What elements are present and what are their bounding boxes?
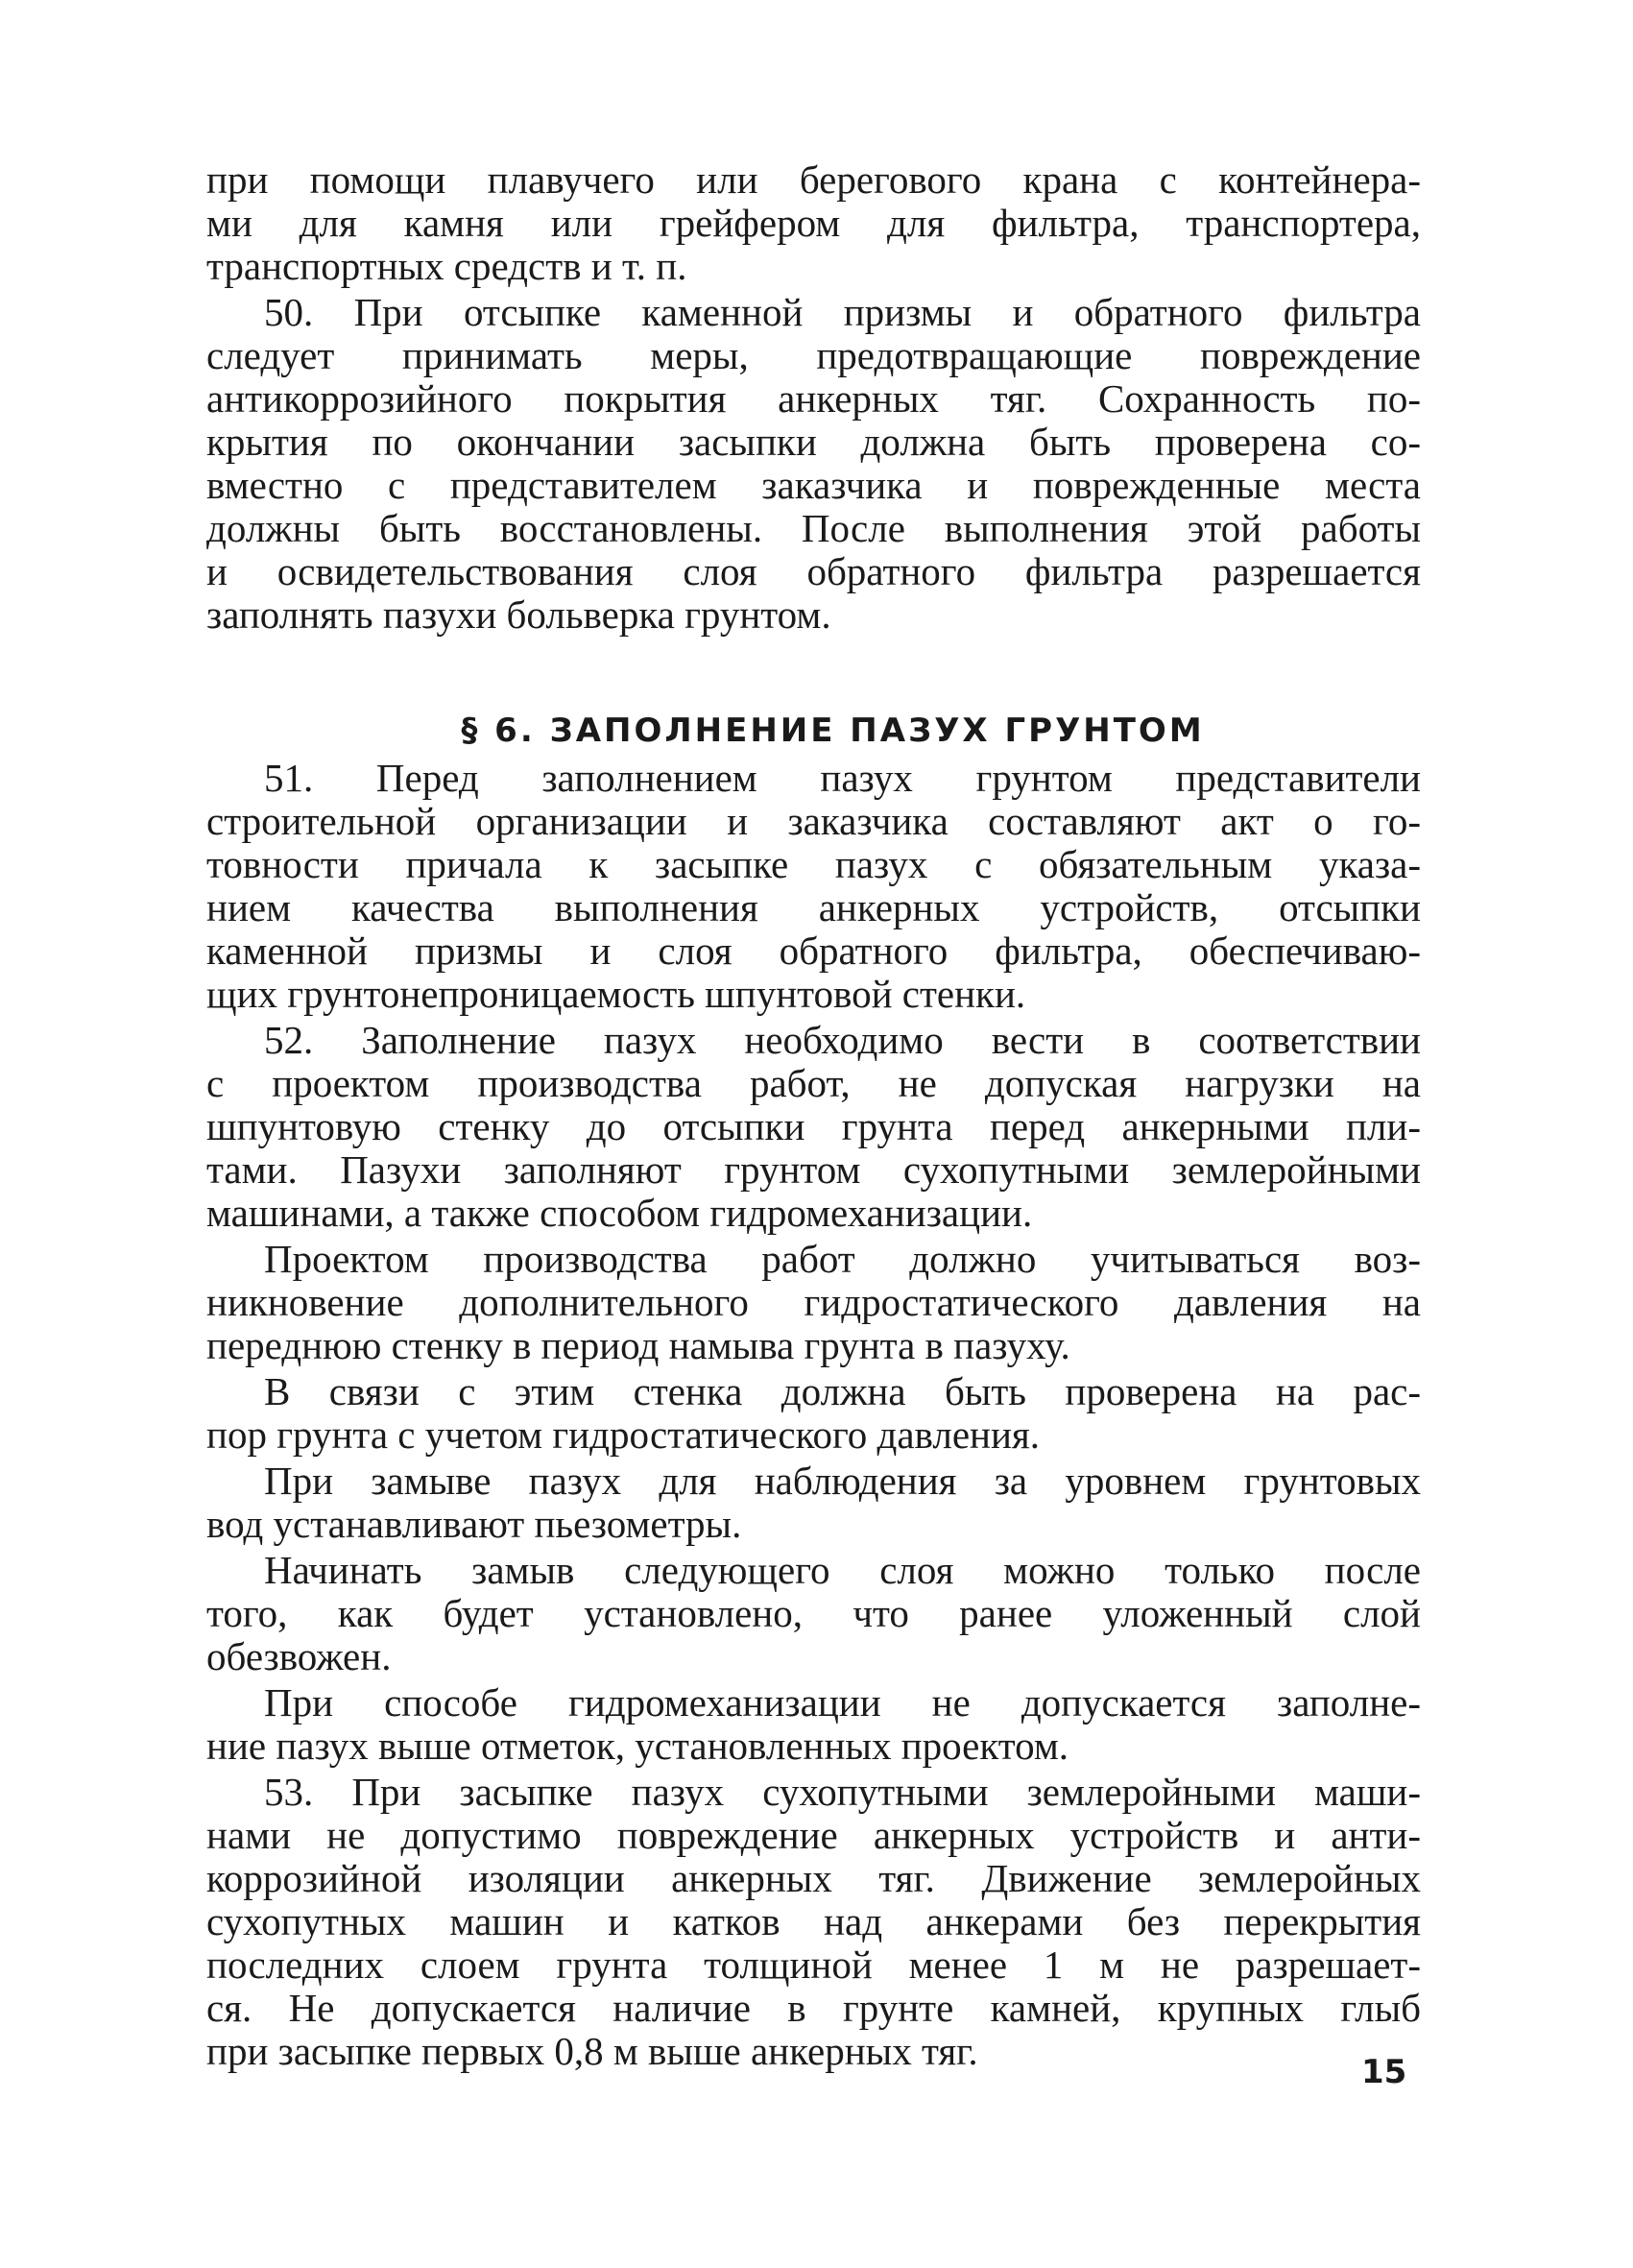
text-line: шпунтовую стенку до отсыпки грунта перед анкерными пли- (206, 1104, 1421, 1148)
text-line: следует принимать меры, предотвращающие повреждение (206, 333, 1421, 377)
text-line: никновение дополнительного гидростатического давления на (206, 1280, 1421, 1324)
text-line: ми для камня или грейфером для фильтра, транспортера, (206, 201, 1421, 245)
paragraph-50 (206, 291, 1421, 637)
text-line: антикоррозийного покрытия анкерных тяг. Сохранность по- (206, 376, 1421, 421)
text-line: нием качества выполнения анкерных устройств, отсыпки (206, 885, 1421, 929)
text-line: переднюю стенку в период намыва грунта в пазуху. (206, 1323, 1070, 1367)
text-line: При замыве пазух для наблюдения за уровнем грунтовых (264, 1459, 1421, 1503)
text-line: 51. Перед заполнением пазух грунтом представители (264, 756, 1421, 800)
text-line: 50. При отсыпке каменной призмы и обратного фильтра (264, 290, 1421, 334)
text-line: щих грунтонепроницаемость шпунтовой стенки. (206, 972, 1026, 1016)
paragraph-project (206, 1238, 1421, 1367)
text-line: 52. Заполнение пазух необходимо вести в соответствии (264, 1018, 1421, 1062)
text-line: пор грунта с учетом гидростатического давления. (206, 1412, 1041, 1457)
text-line: При способе гидромеханизации не допускается заполне- (264, 1680, 1421, 1725)
text-line: тами. Пазухи заполняют грунтом сухопутными землеройными (206, 1147, 1421, 1192)
text-line: машинами, а также способом гидромеханизации. (206, 1191, 1033, 1235)
paragraph-51 (206, 757, 1421, 1016)
text-line: вод устанавливают пьезометры. (206, 1502, 742, 1546)
page-number: 15 (1361, 2053, 1407, 2091)
paragraph-piezometers (206, 1460, 1421, 1546)
text-line: каменной призмы и слоя обратного фильтра, обеспечиваю- (206, 929, 1421, 973)
text-line: строительной организации и заказчика составляют акт о го- (206, 799, 1421, 843)
text-line: ние пазух выше отметок, установленных проектом. (206, 1724, 1069, 1768)
text-line: коррозийной изоляции анкерных тяг. Движение землеройных (206, 1856, 1421, 1900)
text-line: нами не допустимо повреждение анкерных устройств и анти- (206, 1813, 1421, 1857)
paragraph-wall-check (206, 1370, 1421, 1457)
text-line: транспортных средств и т. п. (206, 244, 687, 288)
text-line: обезвожен. (206, 1634, 392, 1678)
text-line: товности причала к засыпке пазух с обязательным указа- (206, 842, 1421, 886)
text-line: 53. При засыпке пазух сухопутными землеройными маши- (264, 1770, 1421, 1814)
document-page (206, 158, 1421, 2076)
text-line: сухопутных машин и катков над анкерами без перекрытия (206, 1899, 1421, 1943)
text-line: при помощи плавучего или берегового крана с контейнера- (206, 157, 1421, 202)
text-line: последних слоем грунта толщиной менее 1 м не разрешает- (206, 1942, 1421, 1987)
text-line: Начинать замыв следующего слоя можно только после (264, 1548, 1421, 1592)
text-line: В связи с этим стенка должна быть проверена на рас- (264, 1369, 1421, 1413)
text-line: вместно с представителем заказчика и поврежденные места (206, 463, 1421, 507)
paragraph-continuation (206, 158, 1421, 288)
text-line: и освидетельствования слоя обратного фильтра разрешается (206, 549, 1421, 593)
section-heading: § 6. ЗАПОЛНЕНИЕ ПАЗУХ ГРУНТОМ (461, 712, 1205, 750)
text-line: крытия по окончании засыпки должна быть проверена со- (206, 420, 1421, 464)
text-line: того, как будет установлено, что ранее уложенный слой (206, 1591, 1421, 1635)
paragraph-next-layer (206, 1549, 1421, 1678)
text-line: при засыпке первых 0,8 м выше анкерных тяг. (206, 2029, 978, 2073)
paragraph-52 (206, 1019, 1421, 1235)
paragraph-53 (206, 1771, 1421, 2073)
text-line: ся. Не допускается наличие в грунте камней, крупных глыб (206, 1986, 1421, 2030)
paragraph-hydromechanization (206, 1681, 1421, 1768)
text-line: должны быть восстановлены. После выполнения этой работы (206, 506, 1421, 550)
text-line: с проектом производства работ, не допуская нагрузки на (206, 1061, 1421, 1105)
text-line: Проектом производства работ должно учитываться воз- (264, 1237, 1421, 1281)
text-line: заполнять пазухи больверка грунтом. (206, 592, 831, 637)
